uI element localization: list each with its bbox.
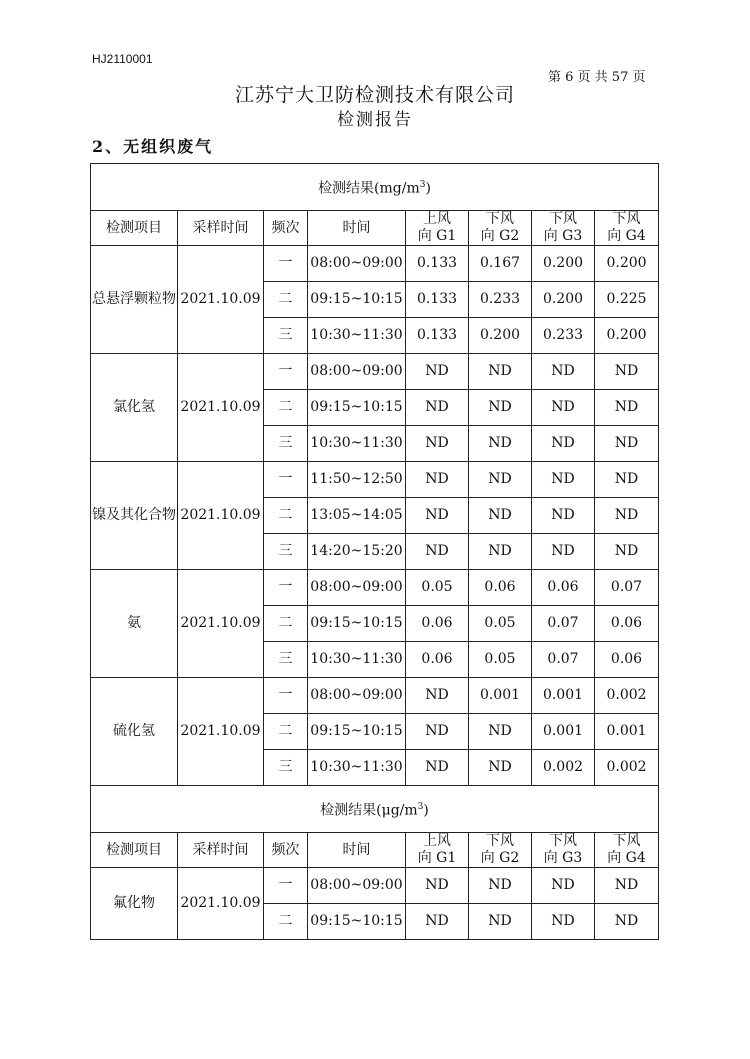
value-g4: ND [595,498,659,534]
value-g2: ND [469,498,532,534]
time-range: 09:15~10:15 [308,904,406,940]
sampling-date: 2021.10.09 [178,678,264,786]
value-g4: ND [595,354,659,390]
item-name: 镍及其化合物 [91,462,178,570]
value-g4: ND [595,462,659,498]
time-range: 08:00~09:00 [308,354,406,390]
value-g3: 0.06 [532,570,595,606]
time-range: 13:05~14:05 [308,498,406,534]
value-g1: 0.133 [406,318,469,354]
value-g3: ND [532,390,595,426]
value-g2: ND [469,462,532,498]
value-g4: 0.002 [595,678,659,714]
item-name: 氯化氢 [91,354,178,462]
value-g1: ND [406,868,469,904]
value-g4: 0.001 [595,714,659,750]
value-g1: ND [406,904,469,940]
frequency: 三 [264,642,308,678]
value-g4: ND [595,904,659,940]
value-g4: 0.200 [595,318,659,354]
results-table [90,163,659,940]
value-g3: ND [532,498,595,534]
frequency: 一 [264,678,308,714]
table-row [91,462,659,498]
value-g1: ND [406,390,469,426]
frequency: 一 [264,246,308,282]
value-g1: 0.133 [406,246,469,282]
table-row [91,246,659,282]
value-g4: ND [595,426,659,462]
time-range: 10:30~11:30 [308,426,406,462]
value-g3: 0.200 [532,282,595,318]
value-g3: ND [532,904,595,940]
value-g3: 0.200 [532,246,595,282]
value-g3: 0.001 [532,714,595,750]
table-row [91,570,659,606]
time-range: 09:15~10:15 [308,390,406,426]
value-g3: 0.002 [532,750,595,786]
frequency: 二 [264,904,308,940]
value-g4: ND [595,868,659,904]
header-g2: 下风 向 G2 [469,833,532,868]
frequency: 三 [264,318,308,354]
frequency: 三 [264,426,308,462]
header-g3: 下风 向 G3 [532,211,595,246]
frequency: 二 [264,390,308,426]
item-name: 硫化氢 [91,678,178,786]
value-g2: 0.05 [469,606,532,642]
time-range: 10:30~11:30 [308,642,406,678]
value-g4: 0.225 [595,282,659,318]
header-date: 采样时间 [178,211,264,246]
value-g2: 0.200 [469,318,532,354]
value-g2: 0.233 [469,282,532,318]
frequency: 二 [264,606,308,642]
value-g1: ND [406,354,469,390]
sampling-date: 2021.10.09 [178,868,264,940]
table2-caption-row [91,786,659,833]
frequency: 二 [264,282,308,318]
value-g2: ND [469,390,532,426]
value-g4: 0.07 [595,570,659,606]
header-freq: 频次 [264,211,308,246]
table-row [91,868,659,904]
item-name: 氟化物 [91,868,178,940]
value-g1: ND [406,750,469,786]
table1-caption-row [91,164,659,211]
frequency: 二 [264,714,308,750]
value-g2: ND [469,714,532,750]
header-g1: 上风 向 G1 [406,211,469,246]
value-g4: 0.06 [595,606,659,642]
table-row [91,678,659,714]
header-freq: 频次 [264,833,308,868]
header-g4: 下风 向 G4 [595,211,659,246]
value-g4: ND [595,390,659,426]
value-g1: ND [406,498,469,534]
value-g4: 0.200 [595,246,659,282]
time-range: 08:00~09:00 [308,246,406,282]
section-title: 2、无组织废气 [92,137,214,156]
sampling-date: 2021.10.09 [178,354,264,462]
frequency: 一 [264,570,308,606]
value-g3: 0.001 [532,678,595,714]
header-g2: 下风 向 G2 [469,211,532,246]
header-item: 检测项目 [91,211,178,246]
time-range: 09:15~10:15 [308,282,406,318]
value-g1: 0.05 [406,570,469,606]
header-g4: 下风 向 G4 [595,833,659,868]
table1-header-row [91,211,659,246]
item-name: 氨 [91,570,178,678]
header-time: 时间 [308,833,406,868]
sampling-date: 2021.10.09 [178,246,264,354]
value-g4: 0.002 [595,750,659,786]
value-g3: ND [532,354,595,390]
value-g4: 0.06 [595,642,659,678]
value-g2: ND [469,750,532,786]
header-time: 时间 [308,211,406,246]
value-g2: 0.05 [469,642,532,678]
value-g1: 0.06 [406,642,469,678]
report-title: 检测报告 [337,110,413,130]
value-g2: 0.06 [469,570,532,606]
header-item: 检测项目 [91,833,178,868]
value-g1: 0.06 [406,606,469,642]
header-g3: 下风 向 G3 [532,833,595,868]
time-range: 08:00~09:00 [308,678,406,714]
value-g1: ND [406,426,469,462]
value-g2: ND [469,354,532,390]
document-id: HJ2110001 [92,52,153,66]
page-number: 第 6 页 共 57 页 [548,70,646,85]
frequency: 一 [264,354,308,390]
value-g3: ND [532,462,595,498]
value-g3: ND [532,534,595,570]
table1-caption: 检测结果$(mg/m^3)$ [91,164,659,211]
value-g3: 0.07 [532,642,595,678]
table2-header-row [91,833,659,868]
time-range: 14:20~15:20 [308,534,406,570]
frequency: 一 [264,462,308,498]
header-g1: 上风 向 G1 [406,833,469,868]
value-g2: ND [469,426,532,462]
value-g1: ND [406,462,469,498]
value-g3: ND [532,426,595,462]
time-range: 10:30~11:30 [308,750,406,786]
value-g1: ND [406,714,469,750]
value-g2: ND [469,534,532,570]
time-range: 10:30~11:30 [308,318,406,354]
value-g4: ND [595,534,659,570]
value-g2: 0.167 [469,246,532,282]
value-g3: ND [532,868,595,904]
value-g2: 0.001 [469,678,532,714]
value-g3: 0.233 [532,318,595,354]
value-g2: ND [469,904,532,940]
value-g1: 0.133 [406,282,469,318]
header-date: 采样时间 [178,833,264,868]
sampling-date: 2021.10.09 [178,570,264,678]
table2-caption: 检测结果$(\mu g/m^3)$ [91,786,659,833]
frequency: 三 [264,534,308,570]
time-range: 08:00~09:00 [308,868,406,904]
value-g1: ND [406,534,469,570]
item-name: 总悬浮颗粒物 [91,246,178,354]
time-range: 09:15~10:15 [308,714,406,750]
frequency: 一 [264,868,308,904]
time-range: 08:00~09:00 [308,570,406,606]
value-g1: ND [406,678,469,714]
frequency: 三 [264,750,308,786]
company-name: 江苏宁大卫防检测技术有限公司 [234,84,515,106]
frequency: 二 [264,498,308,534]
table-row [91,354,659,390]
time-range: 09:15~10:15 [308,606,406,642]
sampling-date: 2021.10.09 [178,462,264,570]
value-g2: ND [469,868,532,904]
time-range: 11:50~12:50 [308,462,406,498]
value-g3: 0.07 [532,606,595,642]
